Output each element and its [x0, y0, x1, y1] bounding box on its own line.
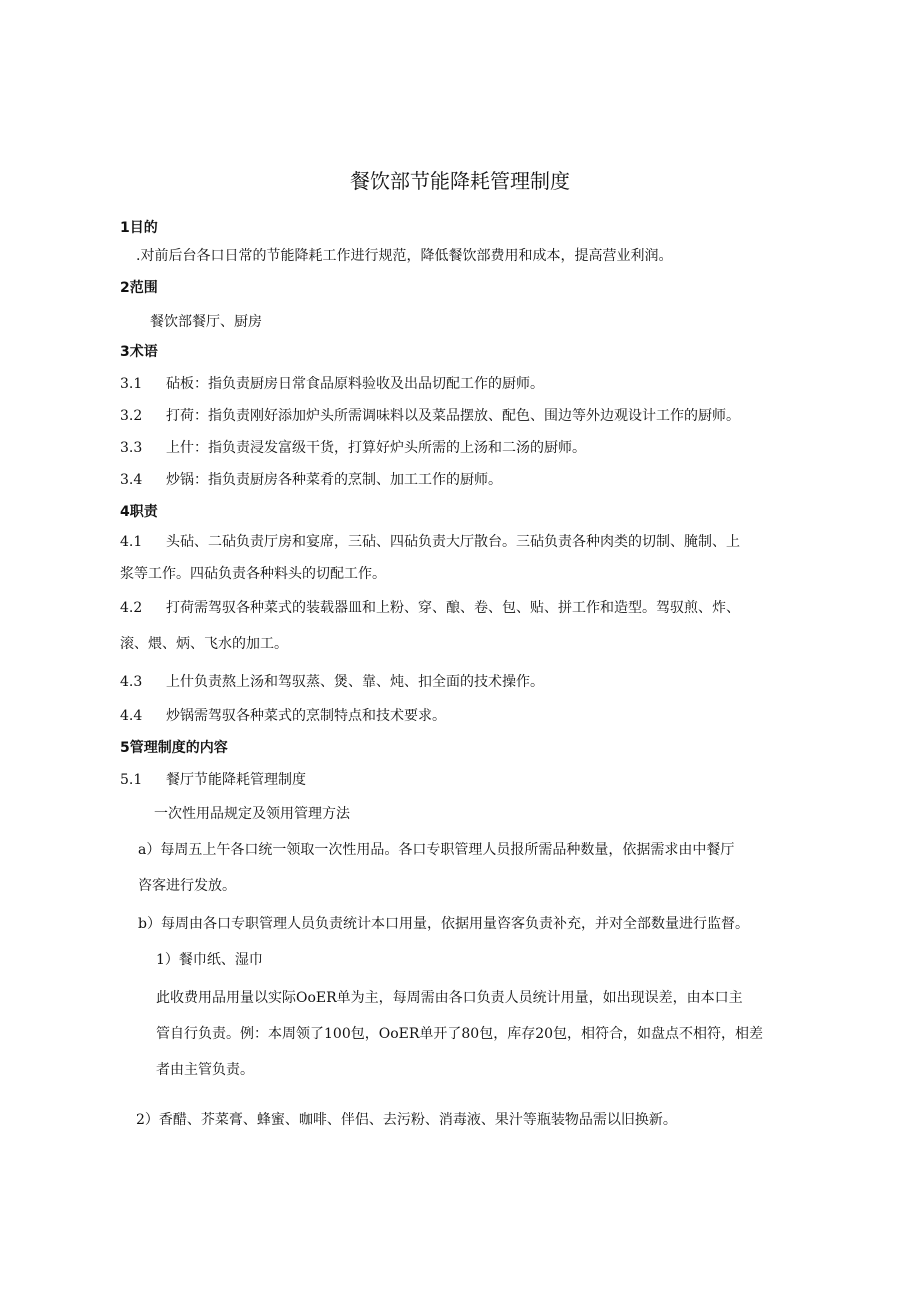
term-number: 3.2	[120, 408, 143, 424]
duty-4-1-continued: 浆等工作。四砧负责各种料头的切配工作。	[120, 566, 386, 582]
duty-text: 头砧、二砧负责厅房和宴席，三砧、四砧负责大厅散台。三砧负责各种肉类的切制、腌制、上	[166, 534, 740, 550]
rule-a-line-1: a）每周五上午各口统一领取一次性用品。各口专职管理人员报所需品种数量，依据需求由中餐厅	[138, 842, 735, 858]
term-item	[120, 438, 586, 458]
subsection-number: 5.1	[120, 772, 143, 788]
section-3-heading: 3术语	[120, 344, 158, 360]
document-title: 餐饮部节能降耗管理制度	[350, 169, 570, 193]
term-number: 3.4	[120, 472, 143, 488]
duty-4-4	[120, 706, 446, 726]
duty-number: 4.4	[120, 708, 143, 724]
section-1-heading: 1目的	[120, 220, 158, 236]
duty-4-2	[120, 598, 740, 618]
duty-text: 打荷需驾驭各种菜式的装载器皿和上粉、穿、酿、卷、包、贴、拼工作和造型。驾驭煎、炸、	[166, 600, 740, 616]
item-1-line-3: 者由主管负责。	[156, 1062, 254, 1078]
item-1-line-1: 此收费用品用量以实际OoER单为主，每周需由各口负责人员统计用量，如出现误差，由本口主	[156, 990, 743, 1006]
term-item	[120, 470, 502, 490]
section-5-heading: 5管理制度的内容	[120, 740, 228, 756]
sub-heading: 一次性用品规定及领用管理方法	[154, 806, 350, 822]
rule-b-line-1: b）每周由各口专职管理人员负责统计本口用量，依据用量咨客负责补充，并对全部数量进行监督。	[138, 916, 749, 932]
duty-number: 4.1	[120, 534, 143, 550]
term-text: 砧板：指负责厨房日常食品原料验收及出品切配工作的厨师。	[166, 376, 544, 392]
duty-number: 4.2	[120, 600, 143, 616]
duty-text: 炒锅需驾驭各种菜式的烹制特点和技术要求。	[166, 708, 446, 724]
subsection-5-1	[120, 770, 306, 790]
item-1-line-2: 管自行负责。例：本周领了100包，OoER单开了80包，库存20包，相符合，如盘点不相符，相差	[156, 1026, 764, 1042]
section-1-text: .对前后台各口日常的节能降耗工作进行规范，降低餐饮部费用和成本，提高营业利润。	[136, 248, 673, 264]
duty-4-3	[120, 672, 544, 692]
duty-4-1	[120, 532, 740, 552]
term-text: 打荷：指负责刚好添加炉头所需调味料以及菜品摆放、配色、围边等外边观设计工作的厨师。	[166, 408, 740, 424]
section-2-text: 餐饮部餐厅、厨房	[150, 314, 262, 330]
term-text: 炒锅：指负责厨房各种菜肴的烹制、加工工作的厨师。	[166, 472, 502, 488]
term-item	[120, 406, 740, 426]
section-4-heading: 4职责	[120, 504, 158, 520]
section-2-heading: 2范围	[120, 280, 158, 296]
subsection-title: 餐厅节能降耗管理制度	[166, 772, 306, 788]
item-1-heading: 1）餐巾纸、湿巾	[156, 952, 263, 968]
duty-number: 4.3	[120, 674, 143, 690]
rule-a-line-2: 咨客进行发放。	[138, 878, 236, 894]
term-item	[120, 374, 544, 394]
term-text: 上什：指负责浸发富级干货，打算好炉头所需的上汤和二汤的厨师。	[166, 440, 586, 456]
item-2-line-1: 2）香醋、芥菜膏、蜂蜜、咖啡、伴侣、去污粉、消毒液、果汁等瓶装物品需以旧换新。	[136, 1112, 677, 1128]
duty-text: 上什负责熬上汤和驾驭蒸、煲、靠、炖、扣全面的技术操作。	[166, 674, 544, 690]
term-number: 3.1	[120, 376, 143, 392]
term-number: 3.3	[120, 440, 143, 456]
duty-4-2-continued: 滚、煨、炳、飞水的加工。	[120, 636, 288, 652]
